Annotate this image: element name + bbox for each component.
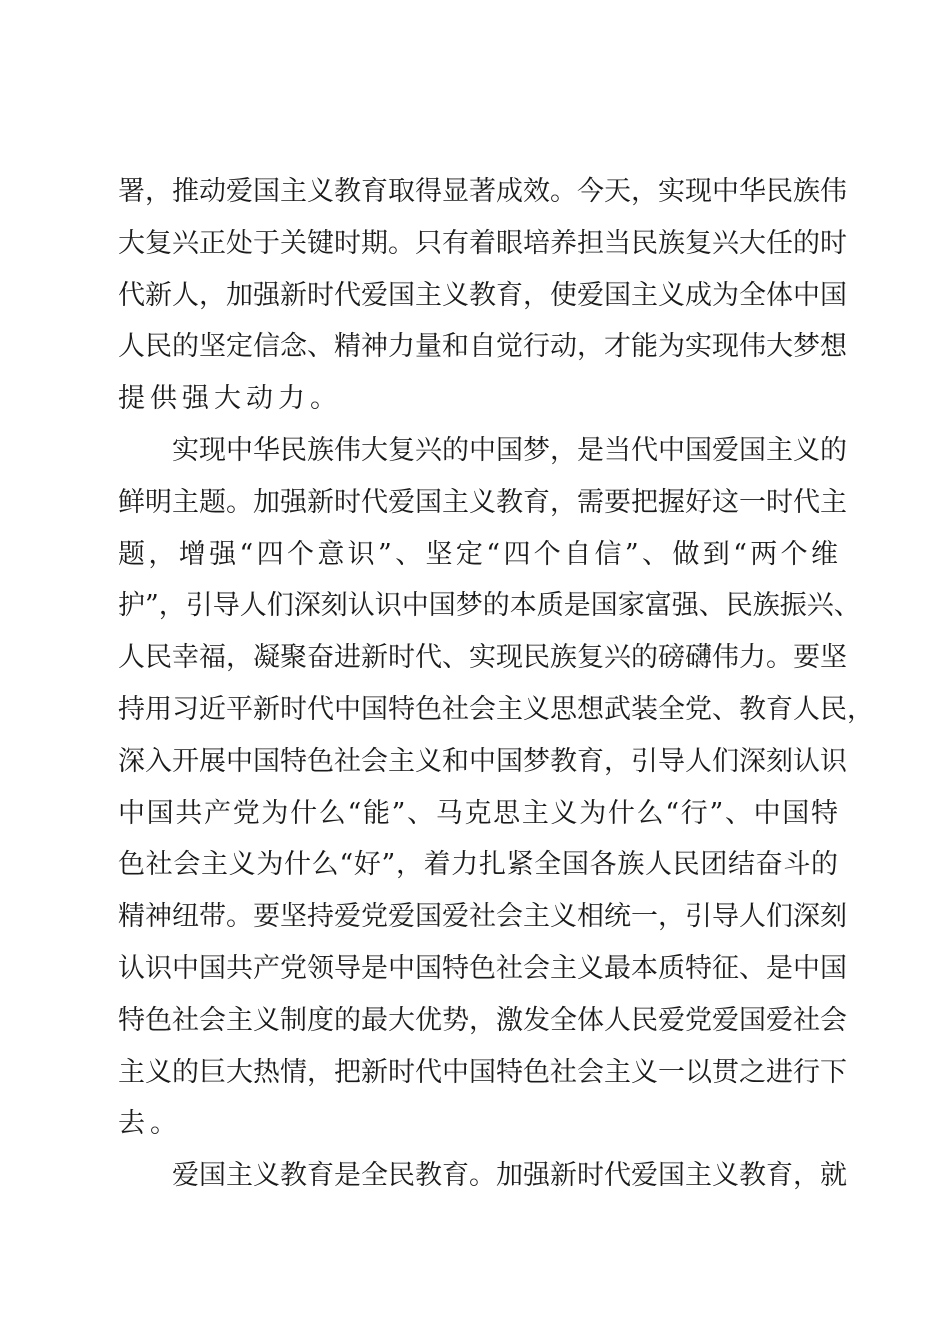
- text-line: 大复兴正处于关键时期。只有着眼培养担当民族复兴大任的时: [118, 227, 847, 259]
- text-line: 鲜明主题。加强新时代爱国主义教育，需要把握好这一时代主: [118, 486, 847, 518]
- text-line: 深入开展中国特色社会主义和中国梦教育，引导人们深刻认识: [118, 745, 847, 777]
- text-line: 人民的坚定信念、精神力量和自觉行动，才能为实现伟大梦想: [118, 331, 847, 363]
- text-line: 提供强大动力。: [118, 383, 342, 415]
- text-line: 人民幸福，凝聚奋进新时代、实现民族复兴的磅礴伟力。要坚: [118, 642, 847, 674]
- text-line: 题，增强“四个意识”、坚定“四个自信”、做到“两个维: [118, 538, 838, 570]
- text-line: 持用习近平新时代中国特色社会主义思想武装全党、教育人民，: [118, 693, 874, 725]
- text-line: 色社会主义为什么“好”，着力扎紧全国各族人民团结奋斗的: [118, 849, 838, 881]
- text-line: 去。: [118, 1108, 182, 1140]
- text-line: 代新人，加强新时代爱国主义教育，使爱国主义成为全体中国: [118, 279, 847, 311]
- body-text: [118, 166, 874, 1202]
- text-line: 认识中国共产党领导是中国特色社会主义最本质特征、是中国: [118, 952, 847, 984]
- text-line: 中国共产党为什么“能”、马克思主义为什么“行”、中国特: [118, 797, 838, 829]
- text-line: 精神纽带。要坚持爱党爱国爱社会主义相统一，引导人们深刻: [118, 901, 847, 933]
- paragraph-first-line: 爱国主义教育是全民教育。加强新时代爱国主义教育，就: [172, 1160, 847, 1192]
- text-line: 护”，引导人们深刻认识中国梦的本质是国家富强、民族振兴、: [118, 590, 861, 622]
- paragraph-first-line: 实现中华民族伟大复兴的中国梦，是当代中国爱国主义的: [172, 434, 847, 466]
- text-line: 特色社会主义制度的最大优势，激发全体人民爱党爱国爱社会: [118, 1004, 847, 1036]
- text-line: 主义的巨大热情，把新时代中国特色社会主义一以贯之进行下: [118, 1056, 847, 1088]
- text-line: 署，推动爱国主义教育取得显著成效。今天，实现中华民族伟: [118, 176, 847, 207]
